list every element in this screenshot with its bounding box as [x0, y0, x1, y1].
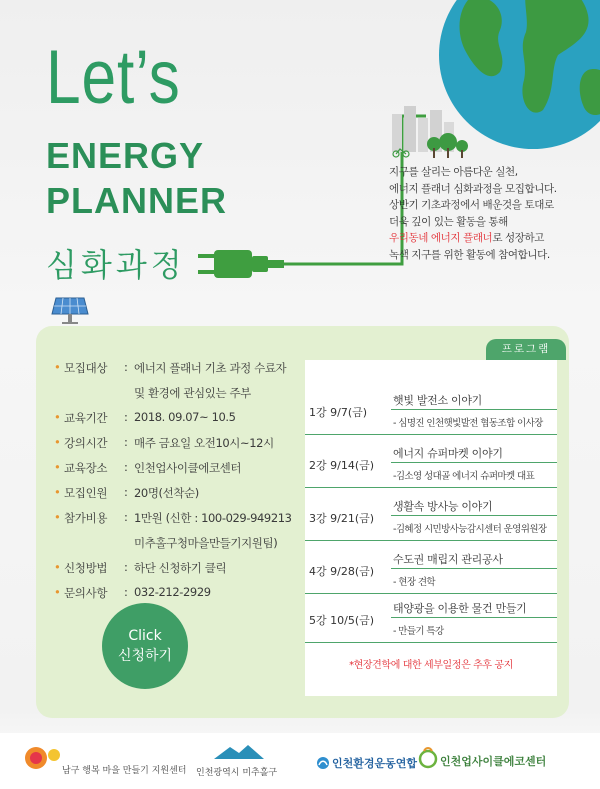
program-title: 에너지 슈퍼마켓 이야기 [393, 447, 503, 460]
desc-line [389, 230, 589, 247]
program-num: 5강 10/5(금) [309, 614, 375, 627]
village-logo-icon [24, 743, 62, 773]
program-tab: 프로그램 [486, 339, 566, 360]
program-num: 1강 9/7(금) [309, 406, 368, 419]
desc-line-rest: 로 성장하고 [492, 232, 544, 244]
logo-michuhol [212, 743, 266, 765]
title-energy: ENERGY [46, 135, 205, 176]
program-sub: -김혜정 시민방사능감시센터 운영위원장 [393, 524, 547, 535]
program-title: 태양광을 이용한 물건 만들기 [393, 602, 527, 615]
footer [0, 733, 600, 789]
program-row-1 [305, 390, 557, 435]
logo-upcycle [418, 747, 438, 773]
info-item-contact: • 문의사항 : 032-212-2929 [54, 585, 211, 600]
title-planner: PLANNER [46, 180, 228, 221]
program-note: *현장견학에 대한 세부일정은 추후 공지 [349, 660, 513, 671]
program-title: 생활속 방사능 이야기 [393, 500, 493, 513]
program-top-space [305, 360, 557, 384]
plug-icon [214, 250, 252, 278]
program-sub: - 심명진 인천햇빛발전 협동조합 이사장 [393, 418, 543, 429]
description [389, 164, 589, 263]
program-title: 햇빛 발전소 이야기 [393, 394, 483, 407]
info-target-cont: 및 환경에 관심있는 주부 [134, 386, 251, 400]
info-item-period: • 교육기간 : 2018. 09.07~ 10.5 [54, 410, 236, 425]
logo-upcycle-text: 인천업사이클에코센터 [440, 755, 547, 768]
apply-button-click: Click [128, 628, 162, 644]
info-item-apply: • 신청방법 : 하단 신청하기 클릭 [54, 560, 227, 575]
logo-michuhol-text: 인천광역시 미추홀구 [196, 768, 278, 778]
program-row-5 [305, 598, 557, 643]
desc-line: 에너지 플래너 심화과정을 모집합니다. [389, 182, 557, 195]
program-title: 수도권 매립지 관리공사 [393, 553, 503, 566]
program-row-2 [305, 443, 557, 488]
env-movement-icon [316, 756, 330, 770]
logo-env-movement [316, 755, 330, 774]
info-item-place: • 교육장소 : 인천업사이클에코센터 [54, 460, 242, 475]
info-item-fee: • 참가비용 : 1만원 (신한 : 100-029-949213 [54, 510, 292, 525]
logo-village-center [24, 743, 62, 777]
program-num: 2강 9/14(금) [309, 459, 375, 472]
desc-line: 더욱 깊이 있는 활동을 통해 [389, 215, 508, 228]
program-sub: -김소영 성대골 에너지 슈퍼마켓 대표 [393, 471, 535, 482]
title-lets: Let’s [46, 35, 181, 120]
program-sub: - 만들기 특강 [393, 626, 444, 637]
title-course: 심화과정 [46, 246, 186, 284]
logo-village-text: 남구 행복 마을 만들기 지원센터 [62, 766, 187, 776]
michuhol-logo-icon [212, 743, 266, 761]
program-num: 4강 9/28(금) [309, 565, 375, 578]
info-item-target: • 모집대상 : 에너지 플래너 기초 과정 수료자 [54, 360, 287, 375]
program-row-3 [305, 496, 557, 541]
info-item-time: • 강의시간 : 매주 금요일 오전10시~12시 [54, 435, 274, 450]
apply-button-label: 신청하기 [117, 648, 173, 664]
info-fee-cont: 미추홀구청마을만들기지원팀) [134, 536, 278, 550]
logo-env-text: 인천환경운동연합 [332, 757, 418, 770]
info-list [54, 360, 294, 610]
program-num: 3강 9/21(금) [309, 512, 375, 525]
desc-line: 지구를 살리는 아름다운 실천, [389, 166, 518, 178]
program-row-4 [305, 549, 557, 594]
desc-line: 상반기 기초과정에서 배운것을 토대로 [389, 199, 554, 211]
desc-highlight: 우리동네 에너지 플래너 [389, 232, 493, 244]
city-trees-icon [388, 104, 470, 160]
program-sub: - 현장 견학 [393, 577, 435, 588]
info-item-capacity: • 모집인원 : 20명(선착순) [54, 485, 199, 500]
solar-panel-icon [50, 296, 90, 326]
apply-button[interactable] [102, 603, 188, 689]
upcycle-logo-icon [418, 747, 438, 769]
desc-line: 녹색 지구를 위한 활동에 참여합니다. [389, 248, 550, 261]
